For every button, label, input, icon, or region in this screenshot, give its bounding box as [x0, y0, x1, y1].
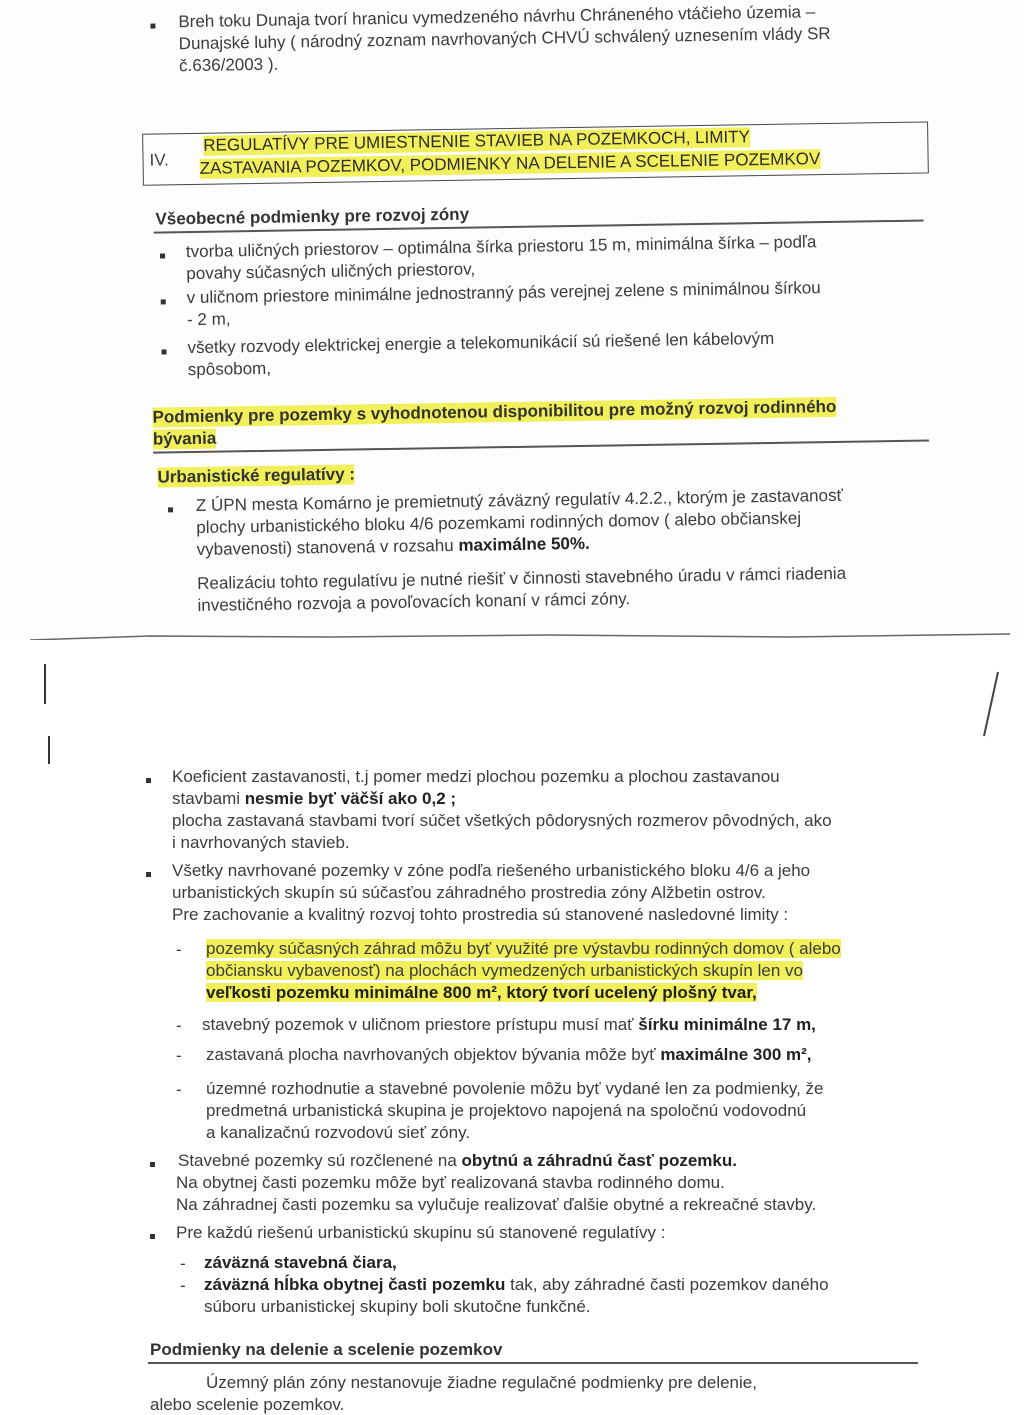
pen-mark — [980, 670, 1000, 740]
heading-underline — [153, 439, 929, 453]
limit-line: a kanalizačnú rozvodovú sieť zóny. — [206, 1123, 471, 1142]
urban-heading: Urbanistické regulatívy : — [157, 464, 356, 487]
bullet — [150, 1162, 155, 1167]
stav-line: Na záhradnej časti pozemku sa vylučuje realizovať ďalšie obytné a rekreačné stavby. — [176, 1195, 817, 1214]
limit-value: šírku minimálne 17 m, — [638, 1015, 816, 1034]
upper-sheet — [0, 0, 1024, 640]
koef-line: i navrhovaných stavieb. — [172, 833, 350, 852]
general-item: spôsobom, — [187, 358, 272, 380]
bullet — [146, 872, 151, 877]
section-title-line: ZASTAVANIA POZEMKOV, PODMIENKY NA DELENIE A SCELENIE POZEMKOV — [199, 149, 821, 178]
intro-line: č.636/2003 ). — [178, 54, 279, 76]
margin-mark — [44, 664, 46, 704]
reg-item: záväzná hĺbka obytnej časti pozemku — [204, 1275, 506, 1294]
reg-item: záväzná stavebná čiara, — [204, 1253, 397, 1272]
dash: - — [180, 1254, 186, 1273]
upn-text: vybavenosti) stanovená v rozsahu — [196, 535, 459, 559]
margin-mark — [48, 736, 50, 764]
limit-line — [206, 982, 757, 1003]
intro-line: Breh toku Dunaja tvorí hranicu vymedzeného návrhu Chráneného vtáčieho územia – — [178, 2, 816, 32]
section-iv-box — [142, 121, 929, 185]
section-number: IV. — [149, 150, 169, 170]
intro-line: Dunajské luhy ( národný zoznam navrhovaných CHVÚ schválený uznesením vlády SR — [178, 23, 831, 54]
vsetky-line: Pre zachovanie a kvalitný rozvoj tohto prostredia sú stanovené nasledovné limity : — [172, 905, 789, 924]
upn-limit: maximálne 50%. — [458, 533, 590, 555]
reg-line — [204, 1274, 829, 1295]
vsetky-line: urbanistických skupín sú súčasťou záhradného prostredia zóny Alžbetin ostrov. — [172, 883, 766, 902]
stav-line: Na obytnej časti pozemku môže byť realizovaná stavba rodinného domu. — [176, 1173, 725, 1192]
plots-heading: Podmienky pre pozemky s vyhodnotenou disponibilitou pre možný rozvoj rodinného — [152, 396, 837, 427]
limit-line — [206, 938, 841, 959]
general-item: povahy súčasných uličných priestorov, — [186, 259, 476, 284]
bullet — [161, 299, 166, 304]
general-item: v uličnom priestore minimálne jednostranný pás verejnej zelene s minimálnou šírkou — [186, 278, 821, 308]
realiz-line: Realizáciu tohto regulatívu je nutné riešiť v činnosti stavebného úradu v rámci riadenia — [197, 563, 847, 593]
limit-line — [202, 1014, 816, 1035]
bullet — [150, 1234, 155, 1239]
delenie-line: Územný plán zóny nestanovuje žiadne regulačné podmienky pre delenie, — [206, 1373, 757, 1392]
reg-text: tak, aby záhradné časti pozemkov daného — [505, 1275, 829, 1294]
reg-line — [204, 1252, 397, 1273]
heading-underline — [148, 1362, 918, 1364]
general-item: tvorba uličných priestorov – optimálna šírka priestoru 15 m, minimálna šírka – podľa — [185, 232, 817, 262]
upn-line: plochy urbanistického bloku 4/6 pozemkami rodinných domov ( alebo občianskej — [196, 508, 802, 537]
koef-line: plocha zastavaná stavbami tvorí súčet všetkých pôdorysných rozmerov pôvodných, ako — [172, 811, 832, 830]
koef-limit: nesmie byť väčší ako 0,2 ; — [244, 789, 457, 808]
upn-line: Z ÚPN mesta Komárno je premietnutý záväzný regulatív 4.2.2., ktorým je zastavanosť — [195, 485, 844, 515]
dash: - — [176, 1080, 182, 1099]
limit-line — [206, 960, 803, 981]
bullet — [150, 24, 155, 29]
lower-sheet — [30, 640, 1024, 1412]
delenie-heading: Podmienky na delenie a scelenie pozemkov — [150, 1340, 503, 1359]
dash: - — [176, 940, 182, 959]
limit-value: maximálne 300 m², — [660, 1045, 812, 1064]
vsetky-line: Všetky navrhované pozemky v zóne podľa riešeného urbanistického bloku 4/6 a jeho — [172, 861, 811, 880]
dash: - — [180, 1276, 186, 1295]
limit-text: zastavaná plocha navrhovaných objektov bývania môže byť — [206, 1045, 661, 1064]
koef-text: stavbami — [172, 789, 245, 808]
general-item: všetky rozvody elektrickej energie a telekomunikácií sú riešené len kábelovým — [187, 328, 775, 358]
plots-heading: bývania — [152, 428, 217, 449]
limit-text: pozemky súčasných záhrad môžu byť využité pre výstavbu rodinných domov ( alebo — [206, 939, 841, 958]
limit-line: predmetná urbanistická skupina je projektovo napojená na spoločnú vodovodnú — [206, 1101, 807, 1120]
section-title-line: REGULATÍVY PRE UMIESTNENIE STAVIEB NA POZEMKOCH, LIMITY — [203, 127, 751, 155]
stav-line — [178, 1150, 737, 1171]
limit-line: územné rozhodnutie a stavebné povolenie môžu byť vydané len za podmienky, že — [206, 1079, 824, 1098]
limit-text: veľkosti pozemku minimálne 800 m², ktorý tvorí ucelený plošný tvar, — [206, 983, 757, 1002]
bullet — [146, 778, 151, 783]
limit-line — [206, 1044, 812, 1065]
delenie-line: alebo scelenie pozemkov. — [150, 1395, 345, 1414]
koef-line: Koeficient zastavanosti, t.j pomer medzi plochou pozemku a plochou zastavanou — [172, 767, 780, 786]
limit-text: stavebný pozemok v uličnom priestore prístupu musí mať — [202, 1015, 639, 1034]
bullet — [162, 349, 167, 354]
koef-line — [172, 788, 456, 809]
dash: - — [176, 1016, 182, 1035]
kazdu-line: Pre každú riešenú urbanistickú skupinu sú stanovené regulatívy : — [176, 1223, 666, 1242]
bullet — [168, 507, 173, 512]
bullet — [160, 253, 165, 258]
reg-line: súboru urbanistickej skupiny boli skutočne funkčné. — [204, 1297, 591, 1316]
dash: - — [176, 1046, 182, 1065]
general-item: - 2 m, — [186, 309, 231, 330]
general-heading: Všeobecné podmienky pre rozvoj zóny — [155, 204, 470, 229]
stav-parts: obytnú a záhradnú časť pozemku. — [461, 1151, 737, 1170]
realiz-line: investičného rozvoja a povoľovacích konaní v rámci zóny. — [197, 589, 631, 615]
stav-text: Stavebné pozemky sú rozčlenené na — [178, 1151, 462, 1170]
limit-text: občiansku vybavenosť) na plochách vymedzených urbanistických skupín len vo — [206, 961, 803, 980]
